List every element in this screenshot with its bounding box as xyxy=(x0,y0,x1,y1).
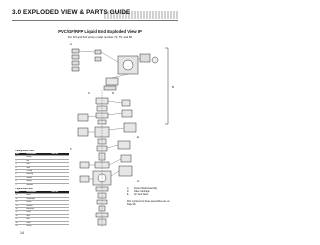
column-header: Item xyxy=(15,153,26,156)
right-bracket xyxy=(165,48,168,124)
table-cell: 10 xyxy=(15,194,26,197)
table-cell xyxy=(51,183,69,186)
table-cell: 6 xyxy=(15,173,26,176)
legend-label: Footer Shaft Assembly xyxy=(134,188,158,190)
legend-label: Air Vent Valve xyxy=(134,194,149,197)
table-cell: 2 xyxy=(15,159,26,162)
table-cell: 17 xyxy=(15,218,26,221)
table-cell: 18 xyxy=(15,221,26,224)
table-cell: Backplate xyxy=(26,208,51,211)
table-cell: Bolt xyxy=(26,218,51,221)
callout-e: E xyxy=(137,135,140,139)
column-header: Item xyxy=(15,191,26,194)
table-cell: 1 xyxy=(15,156,26,159)
table-cell: 16 xyxy=(15,214,26,217)
table-row xyxy=(15,183,69,186)
table-cell: 19 xyxy=(15,225,26,228)
table-title: Liquid End Parts xyxy=(15,188,33,191)
heading-hatch xyxy=(105,11,177,19)
table-cell: 4 xyxy=(15,166,26,169)
legend-note: Part numbers for these assemblies are on Page 96 xyxy=(127,201,170,207)
diagram-title: PVC/GF/RFP Liquid End Exploded View IP xyxy=(58,29,142,34)
upper-assembly xyxy=(72,49,158,90)
table-cell: 3 xyxy=(15,163,26,166)
table-cell: 12 xyxy=(15,201,26,204)
table-cell xyxy=(51,225,69,228)
callout-g: G xyxy=(137,179,140,183)
table-cell: Washer xyxy=(26,204,51,207)
table-cell: Fitting xyxy=(26,156,51,159)
page-number: 14 xyxy=(20,231,24,235)
assembly-legend xyxy=(127,188,185,198)
column-header: Description xyxy=(26,153,51,156)
column-header: Part No. xyxy=(51,191,69,194)
legend-key: D xyxy=(127,191,129,194)
table-cell: 5 xyxy=(15,170,26,173)
table-cell: 14 xyxy=(15,208,26,211)
callout-d: D xyxy=(112,91,115,95)
table-title: Fitting/Valve Parts xyxy=(15,150,35,153)
diagram-subtitle: For 6/4 and 6/4 pump model number 70, 75, and 80 xyxy=(67,35,133,39)
column-header: Description xyxy=(26,191,51,194)
table-cell: Seal xyxy=(26,214,51,217)
legend-key: E xyxy=(127,194,129,197)
table-cell: Diaphragm xyxy=(26,197,51,200)
table-cell: 8 xyxy=(15,180,26,183)
table-cell: Spring xyxy=(26,180,51,183)
side-parts xyxy=(78,100,136,182)
table-cell: Nut xyxy=(26,159,51,162)
parts-table-1 xyxy=(15,150,69,186)
table-cell: 11 xyxy=(15,197,26,200)
table-cell: Seat xyxy=(26,166,51,169)
table-cell: Retainer xyxy=(26,183,51,186)
table-cell: 13 xyxy=(15,204,26,207)
table-cell: Valve xyxy=(26,221,51,224)
callout-f: F xyxy=(70,147,72,151)
parts-table-2 xyxy=(15,188,69,227)
table-cell: 15 xyxy=(15,211,26,214)
table-cell: 9 xyxy=(15,183,26,186)
table-cell: Screw xyxy=(26,201,51,204)
section-heading-text: 3.0 EXPLODED VIEW & PARTS GUIDE xyxy=(12,9,131,16)
table-cell: 7 xyxy=(15,176,26,179)
table-cell: Gasket xyxy=(26,176,51,179)
column-header: Part No. xyxy=(51,153,69,156)
table-cell: Head xyxy=(26,194,51,197)
table-cell: Fitting xyxy=(26,225,51,228)
callout-a: A xyxy=(70,42,73,46)
callout-c: C xyxy=(88,91,91,95)
table-cell: O-Ring xyxy=(26,170,51,173)
legend-row xyxy=(127,194,185,197)
table-cell: Insert xyxy=(26,211,51,214)
callout-b: B xyxy=(172,85,175,89)
table-row xyxy=(15,225,69,228)
table-cell: Ball xyxy=(26,163,51,166)
legend-key: C xyxy=(127,188,129,190)
legend-label: Valve Cartridge xyxy=(134,191,150,194)
table-cell: Housing xyxy=(26,173,51,176)
